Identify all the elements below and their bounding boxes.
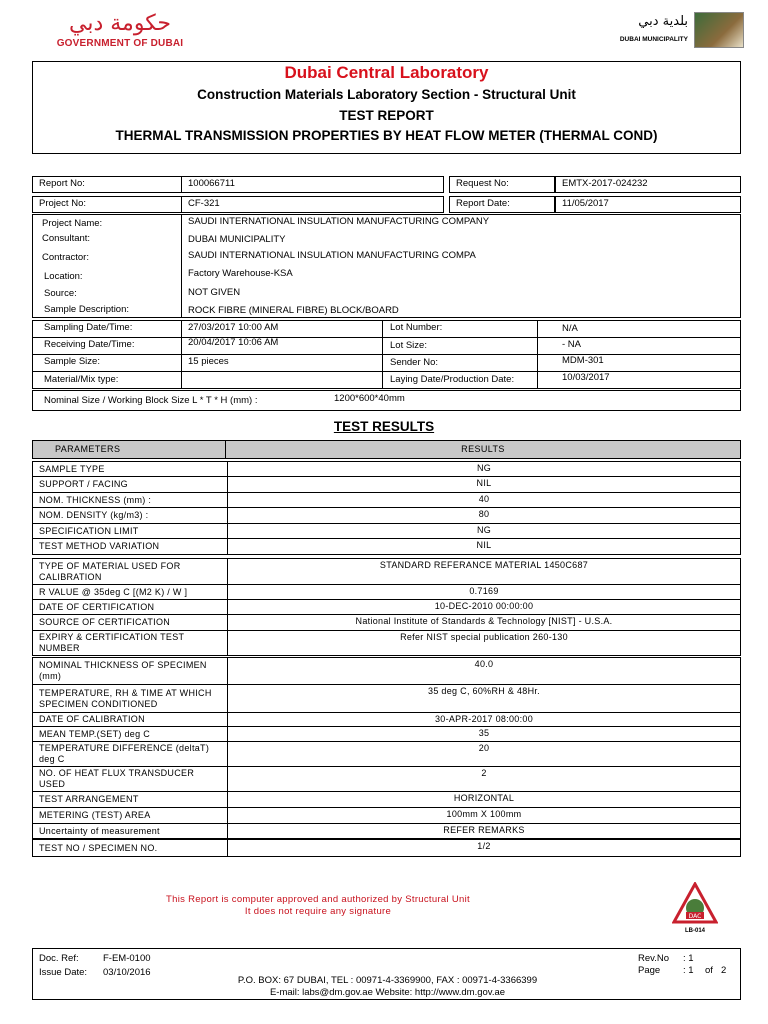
property-heading: THERMAL TRANSMISSION PROPERTIES BY HEAT FLOW METER (THERMAL COND) [115, 128, 658, 143]
lot-size-value: - NA [562, 339, 581, 350]
project-no-label: Project No: [32, 196, 182, 213]
parameter-cell: NOM. DENSITY (kg/m3) : [32, 507, 228, 524]
result-cell: 100mm X 100mm [228, 807, 741, 824]
result-cell: STANDARD REFERANCE MATERIAL 1450C687 [228, 558, 741, 585]
parameter-cell: TEST ARRANGEMENT [32, 791, 228, 808]
results-row [32, 599, 741, 615]
project-name-value: SAUDI INTERNATIONAL INSULATION MANUFACTURING COMPANY [188, 216, 490, 227]
parameters-column-header: PARAMETERS [32, 440, 226, 459]
parameter-cell: NOMINAL THICKNESS OF SPECIMEN (mm) [32, 657, 228, 685]
parameter-cell: NO. OF HEAT FLUX TRANSDUCER USED [32, 766, 228, 792]
sampling-rule-2 [32, 354, 741, 355]
result-cell: NG [228, 461, 741, 477]
result-cell: NIL [228, 476, 741, 493]
lab-address: P.O. BOX: 67 DUBAI, TEL : 00971-4-3369900, FAX : 00971-4-3366399 [237, 975, 538, 986]
results-row [32, 766, 741, 792]
page-total: 2 [721, 965, 727, 976]
dac-label: DAC [688, 913, 702, 920]
issue-date-label: Issue Date: [39, 967, 88, 978]
sample-size-label: Sample Size: [44, 356, 100, 367]
laying-date-label: Laying Date/Production Date: [390, 374, 515, 385]
parameter-cell: Uncertainty of measurement [32, 823, 228, 839]
parameter-cell: DATE OF CALIBRATION [32, 712, 228, 727]
source-value: NOT GIVEN [188, 287, 241, 298]
page-of-label: of [705, 965, 713, 976]
signature-note: It does not require any signature [244, 906, 392, 917]
results-row [32, 726, 741, 742]
results-row [32, 839, 741, 857]
parameter-cell: NOM. THICKNESS (mm) : [32, 492, 228, 508]
result-cell: 40.0 [228, 657, 741, 685]
gov-logo-english: GOVERNMENT OF DUBAI [56, 38, 184, 49]
parameter-cell: R VALUE @ 35deg C [(M2 K) / W ] [32, 584, 228, 600]
results-row [32, 507, 741, 524]
results-row [32, 657, 741, 685]
sample-size-value: 15 pieces [188, 356, 229, 367]
parameter-cell: TYPE OF MATERIAL USED FOR CALIBRATION [32, 558, 228, 585]
result-cell: HORIZONTAL [228, 791, 741, 808]
results-row [32, 558, 741, 585]
parameter-cell: EXPIRY & CERTIFICATION TEST NUMBER [32, 630, 228, 656]
result-cell: REFER REMARKS [228, 823, 741, 839]
result-cell: 0.7169 [228, 584, 741, 600]
results-row [32, 712, 741, 727]
source-label: Source: [44, 288, 77, 299]
report-date-label: Report Date: [449, 196, 555, 213]
section-name: Construction Materials Laboratory Section - Structural Unit [197, 87, 576, 102]
government-of-dubai-logo [55, 10, 185, 54]
sample-description-label: Sample Description: [44, 304, 130, 315]
rev-value: : 1 [683, 953, 694, 964]
lot-number-value: N/A [562, 323, 578, 334]
sender-no-value: MDM-301 [562, 355, 604, 366]
receiving-date-value: 20/04/2017 10:06 AM [188, 337, 279, 348]
doc-ref-value: F-EM-0100 [103, 953, 151, 964]
consultant-label: Consultant: [42, 233, 91, 244]
parameter-cell: TEMPERATURE DIFFERENCE (deltaT) deg C [32, 741, 228, 767]
details-divider [181, 214, 182, 318]
results-row [32, 684, 741, 713]
project-details-block [32, 214, 741, 318]
doc-ref-label: Doc. Ref: [39, 953, 79, 964]
parameter-cell: TEST NO / SPECIMEN NO. [32, 839, 228, 857]
sampling-rule-3 [32, 371, 741, 372]
lab-name: Dubai Central Laboratory [284, 63, 489, 82]
result-cell: 2 [228, 766, 741, 792]
test-results-title: TEST RESULTS [333, 419, 435, 434]
result-cell: 80 [228, 507, 741, 524]
report-date-value: 11/05/2017 [555, 196, 741, 213]
dac-code: LB-014 [684, 928, 705, 934]
document-footer [32, 948, 741, 1000]
lot-number-label: Lot Number: [390, 322, 443, 333]
request-no-value: EMTX-2017-024232 [555, 176, 741, 193]
results-row [32, 807, 741, 824]
results-row [32, 791, 741, 808]
results-row [32, 476, 741, 493]
sampling-date-value: 27/03/2017 10:00 AM [188, 322, 279, 333]
sample-description-value: ROCK FIBRE (MINERAL FIBRE) BLOCK/BOARD [188, 305, 399, 316]
rev-label: Rev.No [638, 953, 669, 964]
results-row [32, 461, 741, 477]
dm-logo-arabic: بلدية دبي [638, 14, 688, 29]
report-no-label: Report No: [32, 176, 182, 193]
location-value: Factory Warehouse-KSA [188, 268, 293, 279]
result-cell: NG [228, 523, 741, 539]
project-name-label: Project Name: [42, 218, 103, 229]
dm-emblem-icon [694, 12, 744, 48]
dac-accreditation-icon [672, 882, 718, 932]
parameter-cell: METERING (TEST) AREA [32, 807, 228, 824]
lot-size-label: Lot Size: [390, 340, 427, 351]
result-cell: Refer NIST special publication 260-130 [228, 630, 741, 656]
contractor-value: SAUDI INTERNATIONAL INSULATION MANUFACTURING COMPA [188, 250, 476, 261]
result-cell: NIL [228, 538, 741, 555]
result-cell: 35 deg C, 60%RH & 48Hr. [228, 684, 741, 713]
dm-logo-english: DUBAI MUNICIPALITY [619, 36, 688, 43]
contractor-label: Contractor: [42, 252, 89, 263]
parameter-cell: SPECIFICATION LIMIT [32, 523, 228, 539]
results-row [32, 614, 741, 631]
laying-date-value: 10/03/2017 [562, 372, 610, 383]
issue-date-value: 03/10/2016 [103, 967, 151, 978]
request-no-label: Request No: [449, 176, 555, 193]
project-no-value: CF-321 [181, 196, 444, 213]
results-row [32, 492, 741, 508]
sampling-date-label: Sampling Date/Time: [44, 322, 133, 333]
result-cell: 35 [228, 726, 741, 742]
result-cell: 20 [228, 741, 741, 767]
lab-contact: E-mail: labs@dm.gov.ae Website: http://www.dm.gov.ae [269, 987, 506, 998]
results-row [32, 741, 741, 767]
location-label: Location: [44, 271, 83, 282]
consultant-value: DUBAI MUNICIPALITY [188, 234, 286, 245]
gov-logo-arabic: حكومة دبي [69, 11, 171, 36]
page-value: : 1 [683, 965, 694, 976]
results-row [32, 823, 741, 839]
sampling-rule-1 [32, 337, 741, 338]
report-heading: TEST REPORT [339, 108, 434, 123]
parameter-cell: MEAN TEMP.(SET) deg C [32, 726, 228, 742]
results-column-header: RESULTS [225, 440, 741, 459]
nominal-size-label: Nominal Size / Working Block Size L * T * H (mm) : [44, 395, 258, 406]
results-row [32, 538, 741, 555]
results-row [32, 584, 741, 600]
sender-no-label: Sender No: [390, 357, 439, 368]
parameter-cell: SAMPLE TYPE [32, 461, 228, 477]
result-cell: 10-DEC-2010 00:00:00 [228, 599, 741, 615]
result-cell: 40 [228, 492, 741, 508]
result-cell: 30-APR-2017 08:00:00 [228, 712, 741, 727]
result-cell: 1/2 [228, 839, 741, 857]
parameter-cell: DATE OF CERTIFICATION [32, 599, 228, 615]
results-row [32, 630, 741, 656]
parameter-cell: SOURCE OF CERTIFICATION [32, 614, 228, 631]
result-cell: National Institute of Standards & Technology [NIST] - U.S.A. [228, 614, 741, 631]
dubai-municipality-logo [608, 12, 748, 48]
results-row [32, 523, 741, 539]
receiving-date-label: Receiving Date/Time: [44, 339, 135, 350]
approval-note: This Report is computer approved and authorized by Structural Unit [166, 894, 470, 905]
parameter-cell: SUPPORT / FACING [32, 476, 228, 493]
parameter-cell: TEMPERATURE, RH & TIME AT WHICH SPECIMEN CONDITIONED [32, 684, 228, 713]
report-title-box [32, 61, 741, 154]
page-label: Page [638, 965, 661, 976]
report-no-value: 100066711 [181, 176, 444, 193]
material-label: Material/Mix type: [44, 374, 119, 385]
nominal-size-value: 1200*600*40mm [334, 393, 405, 404]
parameter-cell: TEST METHOD VARIATION [32, 538, 228, 555]
